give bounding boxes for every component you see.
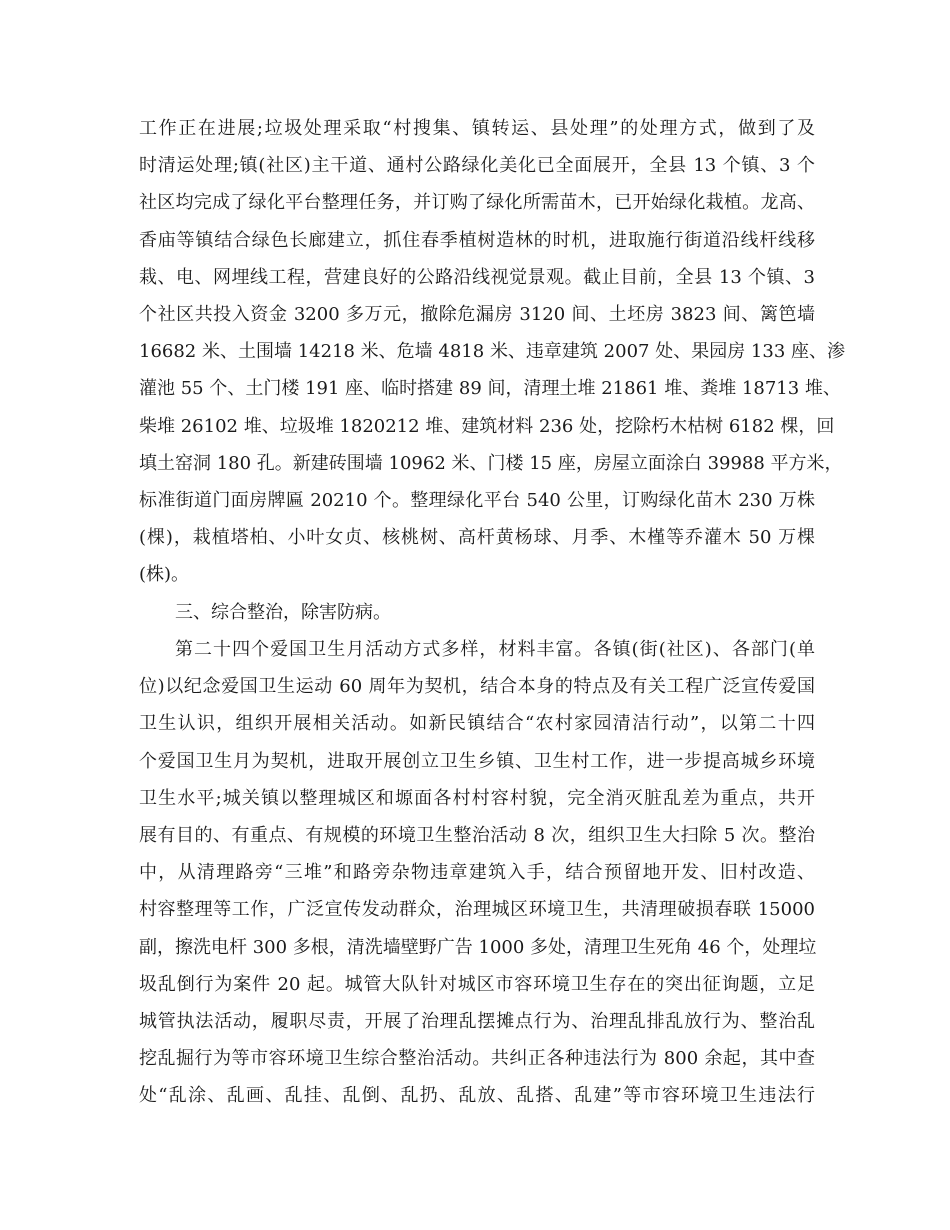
text-line: 工作正在进展;垃圾处理采取“村搜集、镇转运、县处理”的处理方式，做到了及	[139, 118, 815, 139]
text-line: 16682 米、土围墙 14218 米、危墙 4818 米、违章建筑 2007 处、果园房 133 座、渗	[139, 341, 845, 363]
text-line: 柴堆 26102 堆、垃圾堆 1820212 堆、建筑材料 236 处，挖除朽木枯树 6182 棵，回	[139, 415, 835, 437]
text-line: 社区均完成了绿化平台整理任务，并订购了绿化所需苗木，已开始绿化栽植。龙高、	[139, 192, 815, 214]
text-line: 时清运处理;镇(社区)主干道、通村公路绿化美化已全面展开，全县 13 个镇、3 个	[139, 155, 815, 177]
text-line: 第二十四个爱国卫生月活动方式多样，材料丰富。各镇(街(社区)、各部门(单	[175, 639, 815, 660]
text-line: 灌池 55 个、土门楼 191 座、临时搭建 89 间，清理土堆 21861 堆、粪堆 18713 堆、	[139, 378, 841, 400]
text-line: 城管执法活动，履职尽责，开展了治理乱摆摊点行为、治理乱排乱放行为、整治乱	[139, 1010, 815, 1032]
text-line: 个爱国卫生月为契机，进取开展创立卫生乡镇、卫生村工作，进一步提高城乡环境	[139, 750, 815, 772]
section-heading	[139, 594, 815, 631]
heading-text: 三、综合整治，除害防病。	[175, 602, 391, 623]
text-line: 副，擦洗电杆 300 多根，清洗墙壁野广告 1000 多处，清理卫生死角 46 个，处理垃	[139, 936, 817, 958]
text-line: 位)以纪念爱国卫生运动 60 周年为契机，结合本身的特点及有关工程广泛宣传爱国	[139, 676, 815, 698]
text-line: 个社区共投入资金 3200 多万元，撤除危漏房 3120 间、土坯房 3823 间、篱笆墙	[139, 303, 815, 325]
text-line: 处“乱涂、乱画、乱挂、乱倒、乱扔、乱放、乱搭、乱建”等市容环境卫生违法行	[139, 1085, 815, 1107]
text-line: 卫生认识，组织开展相关活动。如新民镇结合“农村家园清洁行动”，以第二十四	[139, 713, 815, 735]
text-line: 圾乱倒行为案件 20 起。城管大队针对城区市容环境卫生存在的突出征询题，立足	[139, 973, 815, 995]
text-line: 卫生水平;城关镇以整理城区和塬面各村村容村貌，完全消灭脏乱差为重点，共开	[139, 787, 815, 809]
text-line: 中，从清理路旁“三堆”和路旁杂物违章建筑入手，结合预留地开发、旧村改造、	[139, 862, 815, 884]
body-paragraph-2	[139, 631, 815, 1114]
text-line: 展有目的、有重点、有规模的环境卫生整治活动 8 次，组织卫生大扫除 5 次。整治	[139, 824, 815, 846]
text-line: 填土窑洞 180 孔。新建砖围墙 10962 米、门楼 15 座，房屋立面涂白 39988 平方米，	[139, 452, 843, 474]
text-line: 村容整理等工作，广泛宣传发动群众，治理城区环境卫生，共清理破损春联 15000	[139, 899, 815, 921]
text-line: 挖乱掘行为等市容环境卫生综合整治活动。共纠正各种违法行为 800 余起，其中查	[139, 1048, 815, 1070]
text-line: 栽、电、网埋线工程，营建良好的公路沿线视觉景观。截止目前，全县 13 个镇、3	[139, 266, 815, 288]
text-line: (棵)，栽植塔柏、小叶女贞、核桃树、高杆黄杨球、月季、木槿等乔灌木 50 万棵	[139, 527, 815, 549]
text-line: 标准街道门面房牌匾 20210 个。整理绿化平台 540 公里，订购绿化苗木 230 万株	[139, 489, 815, 511]
text-line: (株)。	[139, 564, 190, 586]
text-line: 香庙等镇结合绿色长廊建立，抓住春季植树造林的时机，进取施行街道沿线杆线移	[139, 229, 815, 251]
body-paragraph-1	[139, 110, 845, 593]
